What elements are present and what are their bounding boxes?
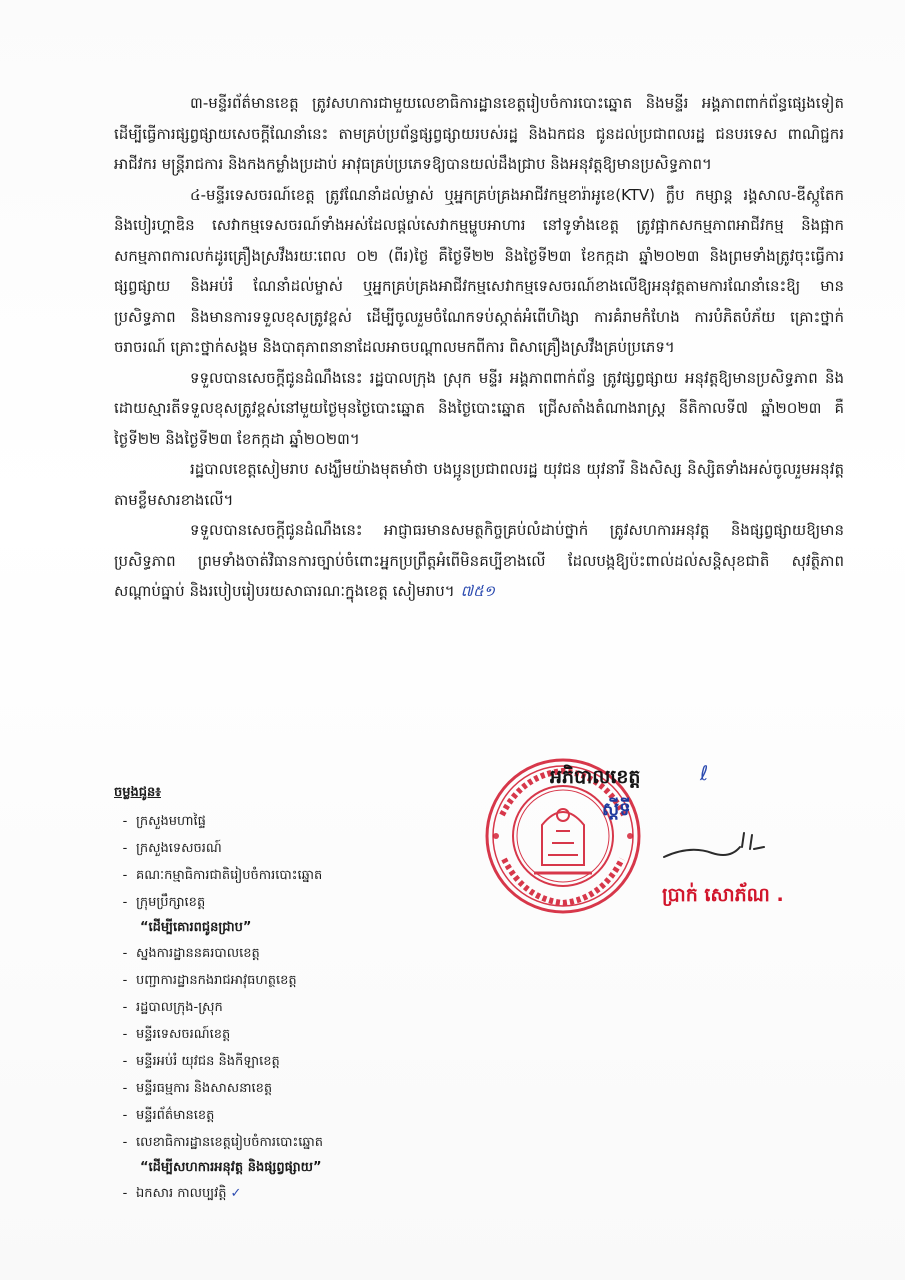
paragraph-3: ៣-មន្ទីរព័ត៌មានខេត្ត ត្រូវសហការជាមួយលេខាធិការដ្ឋានខេត្តរៀបចំការបោះឆ្នោត និងមន្ទីរ អង្គភាពពាក់ព័ន្ធផ្សេងទៀត ដើម្បីធ្វើការផ្សព្វផ្សាយសេចក្តីណែនាំនេះ តាមគ្រប់ប្រព័ន្ធផ្សព្វផ្សាយរបស់រដ្ឋ និងឯកជន ជូនដល់ប្រជាពលរដ្ឋ ជនបរទេស ពាណិជ្ជករ អាជីវករ មន្ត្រីរាជការ និងកងកម្លាំងប្រដាប់ អាវុធគ្រប់ប្រភេទឱ្យបានយល់ដឹងជ្រាប និងអនុវត្តឱ្យមានប្រសិទ្ធភាព។	[114, 94, 844, 173]
recipient-item: - លេខាធិការដ្ឋានខេត្តរៀបចំការបោះឆ្នោត	[122, 1135, 324, 1150]
signature-icon	[660, 827, 770, 867]
recipients-title: ចម្លងជូន៖	[114, 785, 161, 800]
recipient-item: - បញ្ជាការដ្ឋានកងរាជអាវុធហត្ថខេត្ត	[122, 973, 297, 988]
recipient-item: - មន្ទីរព័ត៌មានខេត្ត	[122, 1108, 215, 1123]
document-body	[114, 88, 844, 607]
recipient-item: - ក្រសួងទេសចរណ៍	[122, 841, 222, 856]
recipient-item: - មន្ទីរអប់រំ យុវជន និងកីឡាខេត្ត	[122, 1054, 280, 1069]
recipient-note: “ដើម្បីសហការអនុវត្ត និងផ្សព្វផ្សាយ”	[140, 1160, 322, 1175]
recipient-item: - ឯកសារ កាលប្បវត្តិ ✓	[122, 1186, 242, 1201]
paragraph-hope: រដ្ឋបាលខេត្តសៀមរាប សង្ឃឹមយ៉ាងមុតមាំថា បងប្អូនប្រជាពលរដ្ឋ យុវជន យុវនារី និងសិស្ស និស្សិតទាំងអស់ចូលរួមអនុវត្តតាមខ្លឹមសារខាងលើ។	[114, 460, 844, 509]
handwritten-reference: ៧៥១	[460, 582, 495, 600]
recipient-item: - គណៈកម្មាធិការជាតិរៀបចំការបោះឆ្នោត	[122, 868, 323, 883]
copy-recipients	[114, 782, 454, 1207]
recipient-item: - រដ្ឋបាលក្រុង-ស្រុក	[122, 1000, 223, 1015]
recipient-item: - ក្រសួងមហាផ្ទៃ	[122, 814, 206, 829]
signatory-title: អភិបាលខេត្ត	[550, 766, 641, 788]
signatory-subtitle: ស្តីទី	[602, 799, 631, 820]
paragraph-4: ៤-មន្ទីរទេសចរណ៍ខេត្ត ត្រូវណែនាំដល់ម្ចាស់ ឬអ្នកគ្រប់គ្រងអាជីវកម្មខារ៉ាអូខេ(KTV) ក្លឹប កម្សាន្ត រង្គសាល-ឌីស្កូតែក និងបៀរហ្គាឌិន សេវាកម្មទេសចរណ៍ទាំងអស់ដែលផ្តល់សេវាកម្មម្ហូបអាហារ នៅទូទាំងខេត្ត ត្រូវផ្អាកសកម្មភាពអាជីវកម្ម និងផ្អាកសកម្មភាពការលក់ដូរគ្រឿងស្រវឹងរយៈពេល ០២ (ពីរ)ថ្ងៃ គឺថ្ងៃទី២២ និងថ្ងៃទី២៣ ខែកក្កដា ឆ្នាំ២០២៣ និងព្រមទាំងត្រូវចុះធ្វើការផ្សព្វផ្សាយ និងអប់រំ ណែនាំដល់ម្ចាស់ ឬអ្នកគ្រប់គ្រងអាជីវកម្មសេវាកម្មទេសចរណ៍ខាងលើឱ្យអនុវត្តតាមការណែនាំនេះឱ្យ មានប្រសិទ្ធភាព និងមានការទទួលខុសត្រូវខ្ពស់ ដើម្បីចូលរួមចំណែកទប់ស្កាត់អំពើហិង្សា ការគំរាមកំហែង ការបំភិតបំភ័យ គ្រោះថ្នាក់ចរាចរណ៍ គ្រោះថ្នាក់សង្គម និងបាតុភាពនានាដែលអាចបណ្តាលមកពីការ ពិសាគ្រឿងស្រវឹងគ្រប់ប្រភេទ។	[114, 185, 844, 356]
signatory-name: ប្រាក់ សោភ័ណ .	[662, 884, 784, 906]
paragraph-authority-text: ទទួលបានសេចក្តីជូនដំណឹងនេះ អាជ្ញាធរមានសមត្ថកិច្ចគ្រប់លំដាប់ថ្នាក់ ត្រូវសហការអនុវត្ត និងផ្សព្វផ្សាយឱ្យមានប្រសិទ្ធភាព ព្រមទាំងចាត់វិធានការច្បាប់ចំពោះអ្នកប្រព្រឹត្តអំពើមិនគប្បីខាងលើ ដែលបង្កឱ្យប៉ះពាល់ដល់សន្តិសុខជាតិ សុវត្ថិភាព សណ្តាប់ធ្នាប់ និងរបៀបរៀបរយសាធារណៈក្នុងខេត្ត សៀមរាប។	[114, 521, 844, 600]
recipient-item: - មន្ទីរធម្មការ និងសាសនាខេត្ត	[122, 1081, 273, 1096]
recipient-item: - ស្នងការដ្ឋាននគរបាលខេត្ត	[122, 946, 260, 961]
paragraph-notification: ទទួលបានសេចក្តីជូនដំណឹងនេះ រដ្ឋបាលក្រុង ស្រុក មន្ទីរ អង្គភាពពាក់ព័ន្ធ ត្រូវផ្សព្វផ្សាយ អនុវត្តឱ្យមានប្រសិទ្ធភាព និងដោយស្មារតីទទួលខុសត្រូវខ្ពស់នៅមួយថ្ងៃមុនថ្ងៃបោះឆ្នោត និងថ្ងៃបោះឆ្នោត ជ្រើសតាំងតំណាងរាស្ត្រ នីតិកាលទី៧ ឆ្នាំ២០២៣ គឺថ្ងៃទី២២ និងថ្ងៃទី២៣ ខែកក្កដា ឆ្នាំ២០២៣។	[114, 368, 844, 448]
handwritten-initial-icon: ✓	[230, 1186, 242, 1201]
recipients-list	[114, 808, 454, 1207]
signature-block	[480, 755, 784, 925]
recipient-note: “ដើម្បីគោរពជូនជ្រាប”	[140, 920, 252, 935]
recipient-item: - មន្ទីរទេសចរណ៍ខេត្ត	[122, 1027, 231, 1042]
recipient-item: - ក្រុមប្រឹក្សាខេត្ត	[122, 895, 206, 910]
paragraph-authority	[114, 515, 844, 607]
handwritten-mark-icon: ℓ	[700, 761, 709, 785]
